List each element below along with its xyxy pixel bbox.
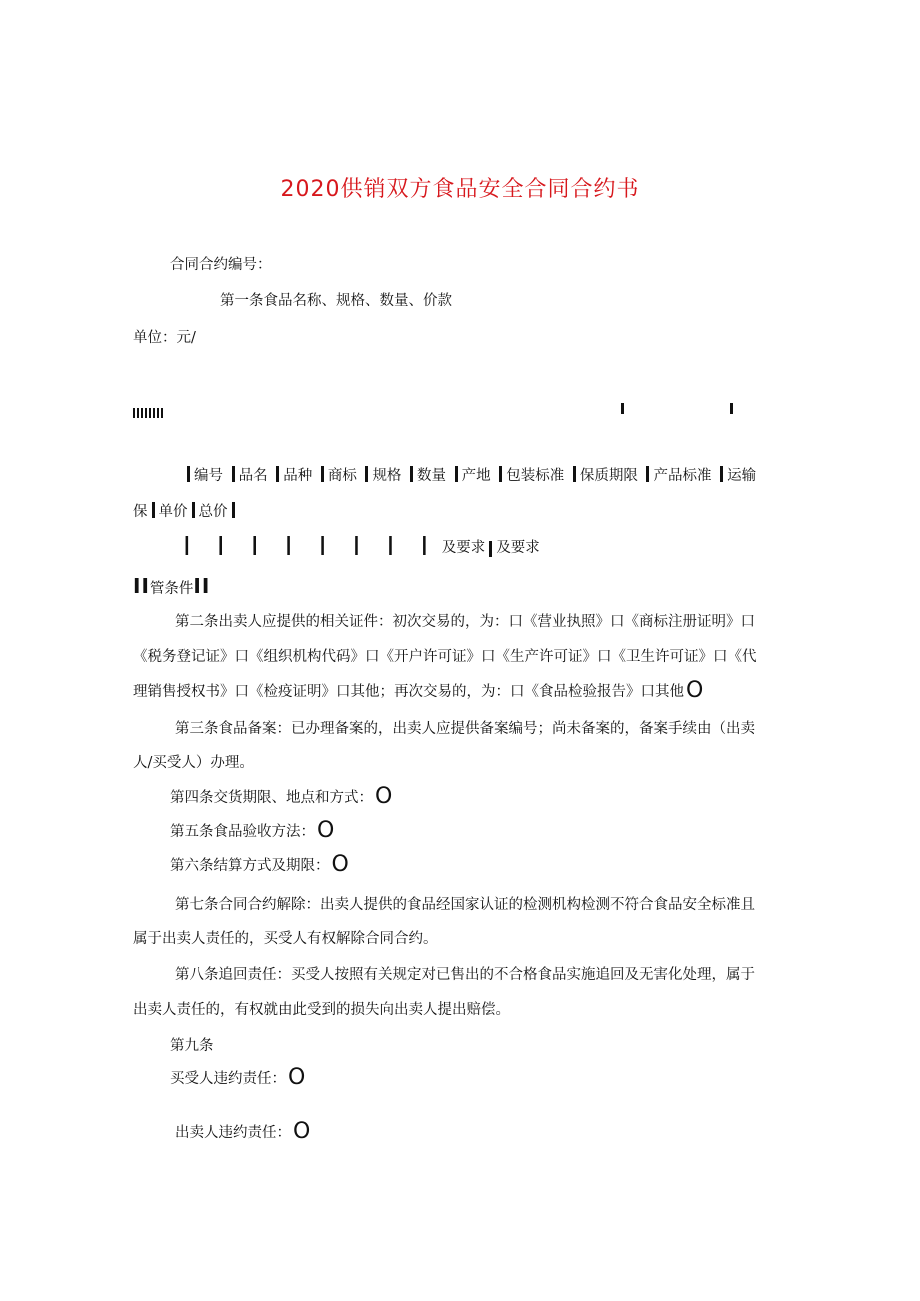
header-cell: 商标 bbox=[327, 468, 357, 484]
table-condition-row bbox=[133, 576, 210, 599]
header-cell: 包装标准 bbox=[506, 468, 565, 484]
table-rule-mark bbox=[730, 403, 733, 414]
table-marks: II bbox=[193, 574, 211, 598]
table-rule-mark bbox=[621, 403, 624, 414]
clause-2-line-2: 《税务登记证》口《组织机构代码》口《开户许可证》口《生产许可证》口《卫生许可证》口《代 bbox=[133, 649, 757, 665]
clause-5-text: 第五条食品验收方法： bbox=[170, 824, 315, 840]
header-cell: 规格 bbox=[372, 468, 402, 484]
table-header-row-2 bbox=[133, 502, 239, 522]
blank-circle: O bbox=[288, 1065, 306, 1090]
clause-2-line-3-text: 理销售授权书》口《检疫证明》口其他；再次交易的，为：口《食品检验报告》口其他 bbox=[133, 684, 684, 700]
document-title: 2020供销双方食品安全合同合约书 bbox=[280, 177, 640, 202]
header-cell: 产地 bbox=[461, 468, 491, 484]
table-marks: II bbox=[133, 574, 150, 598]
clause-9-heading: 第九条 bbox=[170, 1038, 214, 1054]
table-marks-row bbox=[183, 532, 540, 562]
unit-label: 单位：元/ bbox=[133, 330, 196, 346]
header-cell: 总价 bbox=[198, 504, 228, 520]
clause-4-text: 第四条交货期限、地点和方式： bbox=[170, 790, 373, 806]
header-cell: 保 bbox=[133, 504, 148, 520]
clause-6 bbox=[170, 852, 349, 877]
clause-4 bbox=[170, 784, 393, 809]
header-cell: 单价 bbox=[158, 504, 188, 520]
header-cell: 运输 bbox=[727, 468, 757, 484]
header-cell: 品种 bbox=[283, 468, 313, 484]
condition-cell: 管条件 bbox=[149, 581, 194, 597]
clause-2-line-1: 第二条出卖人应提供的相关证件：初次交易的，为：口《营业执照》口《商标注册证明》口 bbox=[175, 614, 755, 630]
clause-3-line-2: 人/买受人）办理。 bbox=[133, 755, 254, 771]
requirement-cell: 及要求 bbox=[441, 540, 486, 556]
table-marks: I I I I I I I I bbox=[183, 532, 438, 562]
buyer-liability bbox=[170, 1065, 306, 1090]
requirement-cell: 及要求 bbox=[496, 540, 540, 556]
header-cell: 品名 bbox=[238, 468, 268, 484]
header-cell: 数量 bbox=[417, 468, 447, 484]
clause-8-line-2: 出卖人责任的，有权就由此受到的损失向出卖人提出赔偿。 bbox=[133, 1002, 510, 1018]
blank-circle: O bbox=[331, 852, 349, 877]
clause-2-line-3 bbox=[133, 678, 704, 703]
header-cell: 产品标准 bbox=[653, 468, 712, 484]
clause-8-line-1: 第八条追回责任：买受人按照有关规定对已售出的不合格食品实施追回及无害化处理，属于 bbox=[175, 967, 755, 983]
blank-circle: O bbox=[317, 818, 335, 843]
clause-7-line-1: 第七条合同合约解除：出卖人提供的食品经国家认证的检测机构检测不符合食品安全标准且 bbox=[175, 897, 755, 913]
buyer-liability-label: 买受人违约责任： bbox=[170, 1071, 286, 1087]
seller-liability-label: 出卖人违约责任： bbox=[175, 1125, 291, 1141]
clause-5 bbox=[170, 818, 335, 843]
blank-circle: O bbox=[293, 1119, 311, 1144]
header-cell: 编号 bbox=[194, 468, 223, 484]
header-cell: 保质期限 bbox=[579, 468, 638, 484]
clause-1-heading: 第一条食品名称、规格、数量、价款 bbox=[220, 293, 452, 309]
contract-number-label: 合同合约编号： bbox=[170, 257, 272, 273]
clause-6-text: 第六条结算方式及期限： bbox=[170, 858, 330, 874]
seller-liability bbox=[175, 1119, 311, 1144]
clause-7-line-2: 属于出卖人责任的，买受人有权解除合同合约。 bbox=[133, 931, 438, 947]
table-top-rule-marks bbox=[133, 403, 165, 422]
blank-circle: O bbox=[686, 678, 704, 703]
clause-3-line-1: 第三条食品备案：已办理备案的，出卖人应提供备案编号；尚未备案的，备案手续由（出卖 bbox=[175, 721, 755, 737]
table-header-row bbox=[183, 466, 756, 486]
blank-circle: O bbox=[375, 784, 393, 809]
